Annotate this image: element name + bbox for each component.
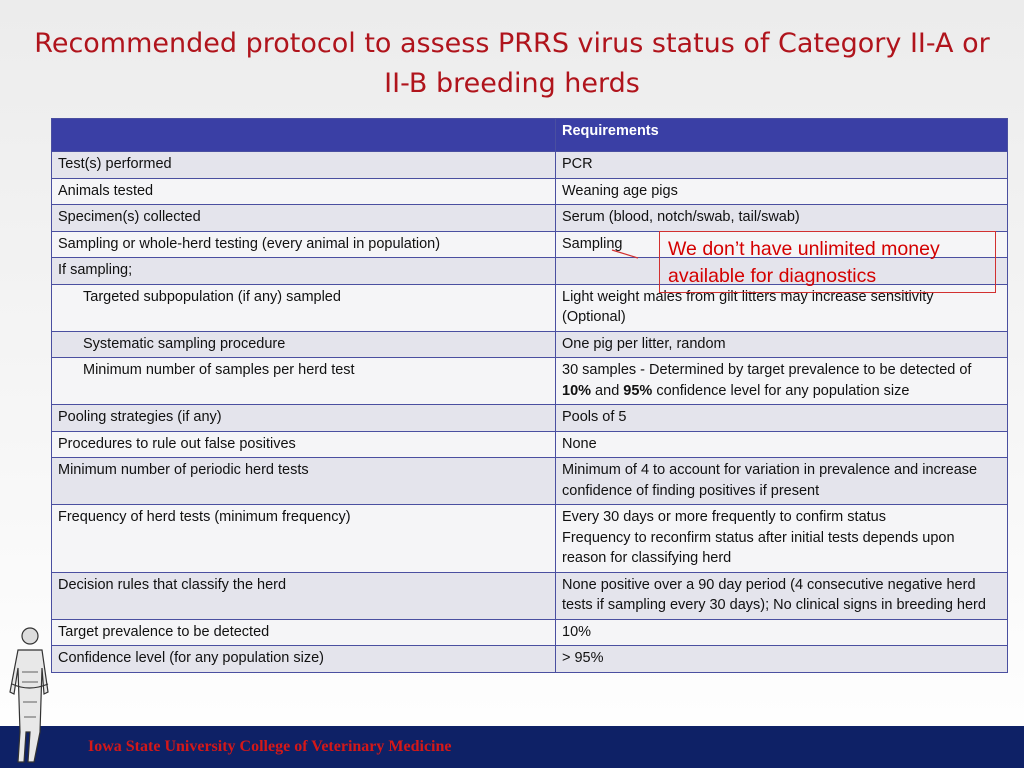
row-label: If sampling; <box>52 258 556 285</box>
row-label: Target prevalence to be detected <box>52 619 556 646</box>
row-value: > 95% <box>556 646 1008 673</box>
row-label: Test(s) performed <box>52 152 556 179</box>
value-line: Every 30 days or more frequently to confirm status <box>562 509 886 525</box>
row-label: Procedures to rule out false positives <box>52 431 556 458</box>
row-value: Light weight males from gilt litters may increase sensitivity (Optional) <box>556 284 1008 331</box>
row-label: Confidence level (for any population size) <box>52 646 556 673</box>
row-value: Weaning age pigs <box>556 178 1008 205</box>
confidence-bold: 95% <box>623 382 653 399</box>
row-value: Sampling <box>556 231 1008 258</box>
connector-stroke <box>612 250 638 258</box>
row-value: PCR <box>556 152 1008 179</box>
header-cell-requirements: Requirements <box>556 119 1008 152</box>
row-value: Serum (blood, notch/swab, tail/swab) <box>556 205 1008 232</box>
prevalence-bold: 10% <box>562 382 592 399</box>
row-value: Minimum of 4 to account for variation in prevalence and increase confidence of finding positives if present <box>556 458 1008 505</box>
row-label: Systematic sampling procedure <box>52 331 556 358</box>
row-value: None <box>556 431 1008 458</box>
row-value: Pools of 5 <box>556 405 1008 432</box>
row-label: Frequency of herd tests (minimum frequency) <box>52 505 556 573</box>
callout-box: We don’t have unlimited money available for diagnostics <box>659 231 996 293</box>
row-label: Targeted subpopulation (if any) sampled <box>52 284 556 331</box>
row-label: Decision rules that classify the herd <box>52 572 556 619</box>
value-text: confidence level for any population size <box>652 382 910 399</box>
row-value: None positive over a 90 day period (4 consecutive negative herd tests if sampling every 30 days); No clinical signs in breeding herd <box>556 572 1008 619</box>
row-label: Animals tested <box>52 178 556 205</box>
row-value: One pig per litter, random <box>556 331 1008 358</box>
footer-text: Iowa State University College of Veterinary Medicine <box>88 738 452 755</box>
value-line: Frequency to reconfirm status after initial tests depends upon reason for classifying herd <box>562 529 955 566</box>
row-label: Pooling strategies (if any) <box>52 405 556 432</box>
row-label: Minimum number of periodic herd tests <box>52 458 556 505</box>
row-label: Sampling or whole-herd testing (every animal in population) <box>52 231 556 258</box>
value-text: 30 samples - Determined by target prevalence to be detected of <box>562 362 972 378</box>
row-label: Specimen(s) collected <box>52 205 556 232</box>
veterinarian-figure-icon <box>4 622 54 768</box>
row-value: 10% <box>556 619 1008 646</box>
value-text: and <box>591 382 624 399</box>
slide-title: Recommended protocol to assess PRRS virus status of Category II-A or II-B breeding herds <box>34 28 990 99</box>
row-label: Minimum number of samples per herd test <box>52 358 556 405</box>
